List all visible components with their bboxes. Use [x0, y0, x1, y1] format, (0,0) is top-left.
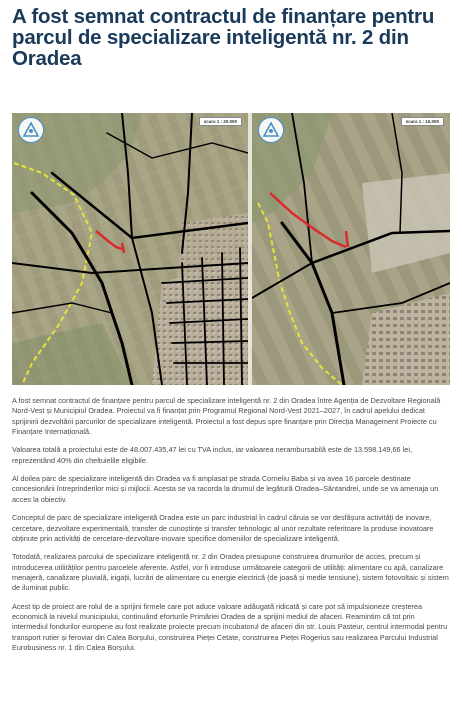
article-paragraph: Totodată, realizarea parcului de specializare inteligentă nr. 2 din Oradea presupune construirea drumurilor de acces, precum și introducerea utilităților pentru parcelele aferente. Astfel, vor fi introduse următoarele categorii de utilități: alimentare cu apă, canalizare menajeră, canalizare pluvială, irigații, lucrări de alimentare cu energie electrică (de joasă și medie tensiune), sistem fotovoltaic și sistem de iluminat public.: [12, 552, 449, 593]
overview-map-image: [12, 113, 248, 385]
article-paragraph: Al doilea parc de specializare inteligentă din Oradea va fi amplasat pe strada Corneliu Baba și va avea 16 parcele destinate concesionării întreprinderilor mici și mijlocii. Acesta se va racorda la drumul de legătură Oradea–Sântandrei, unde se va amenaja un acces la obiectiv.: [12, 474, 439, 504]
article-paragraph: Acest tip de proiect are rolul de a sprijini firmele care pot aduce valoare adăugată ridicată și care pot să impulsioneze creșterea economică la nivelul municipiului, continuând eforturile Primăriei Oradea de a sprijini mediul de afaceri. Reamintim că tot prin intermediul fondurilor europene au fost realizate proiecte precum incubatorul de afaceri din str. Louis Pasteur, centrul intermodal pentru transport rutier și feroviar din Calea Borșului, construirea Pieței Cetate, construirea Pieței Rogerius sau realizarea Parcului Industrial Eurobusiness nr. 1 din Calea Borșului.: [12, 601, 448, 652]
planning-logo-icon: [18, 117, 44, 143]
article-paragraph: Valoarea totală a proiectului este de 48.007.435,47 lei cu TVA inclus, iar valoarea nerambursabilă este de 13.598.149,66 lei, reprezentând 40% din cheltuielile eligibile.: [12, 445, 412, 465]
article-paragraph: A fost semnat contractul de finanțare pentru parcul de specializare inteligentă nr. 2 din Oradea între Agenția de Dezvoltare Regională Nord-Vest și Municipiul Oradea. Proiectul va fi finanțat prin Programul Regional Nord-Vest 2021–2027, în cadrul apelului dedicat sprijinirii dezvoltării parcurilor de specializare inteligentă. Proiectul a fost depus spre finanțare prin Direcția Management Proiecte cu Finanțare Internațională.: [12, 396, 441, 436]
article-headline: A fost semnat contractul de finanțare pentru parcul de specializare inteligentă nr. 2 din Oradea: [12, 5, 435, 70]
detail-map-image: [252, 113, 450, 385]
map-scale-label: scara 1 : 10.000: [401, 117, 444, 126]
article-body: [12, 396, 452, 661]
planning-logo-icon: [258, 117, 284, 143]
article-paragraph: Conceptul de parc de specializare inteligentă Oradea este un parc industrial în cadrul căruia se vor desfășura activități de inovare, cercetare, dezvoltare experimentală, transfer de cunoștințe și transfer tehnologic al unor rezultate referitoare la produse inovatoare obținute prin activități de cercetare-dezvoltare-inovare specifice domeniilor de specializare inteligentă.: [12, 513, 434, 543]
site-map-figure: [12, 113, 450, 385]
map-scale-label: scara 1 : 20.000: [199, 117, 242, 126]
